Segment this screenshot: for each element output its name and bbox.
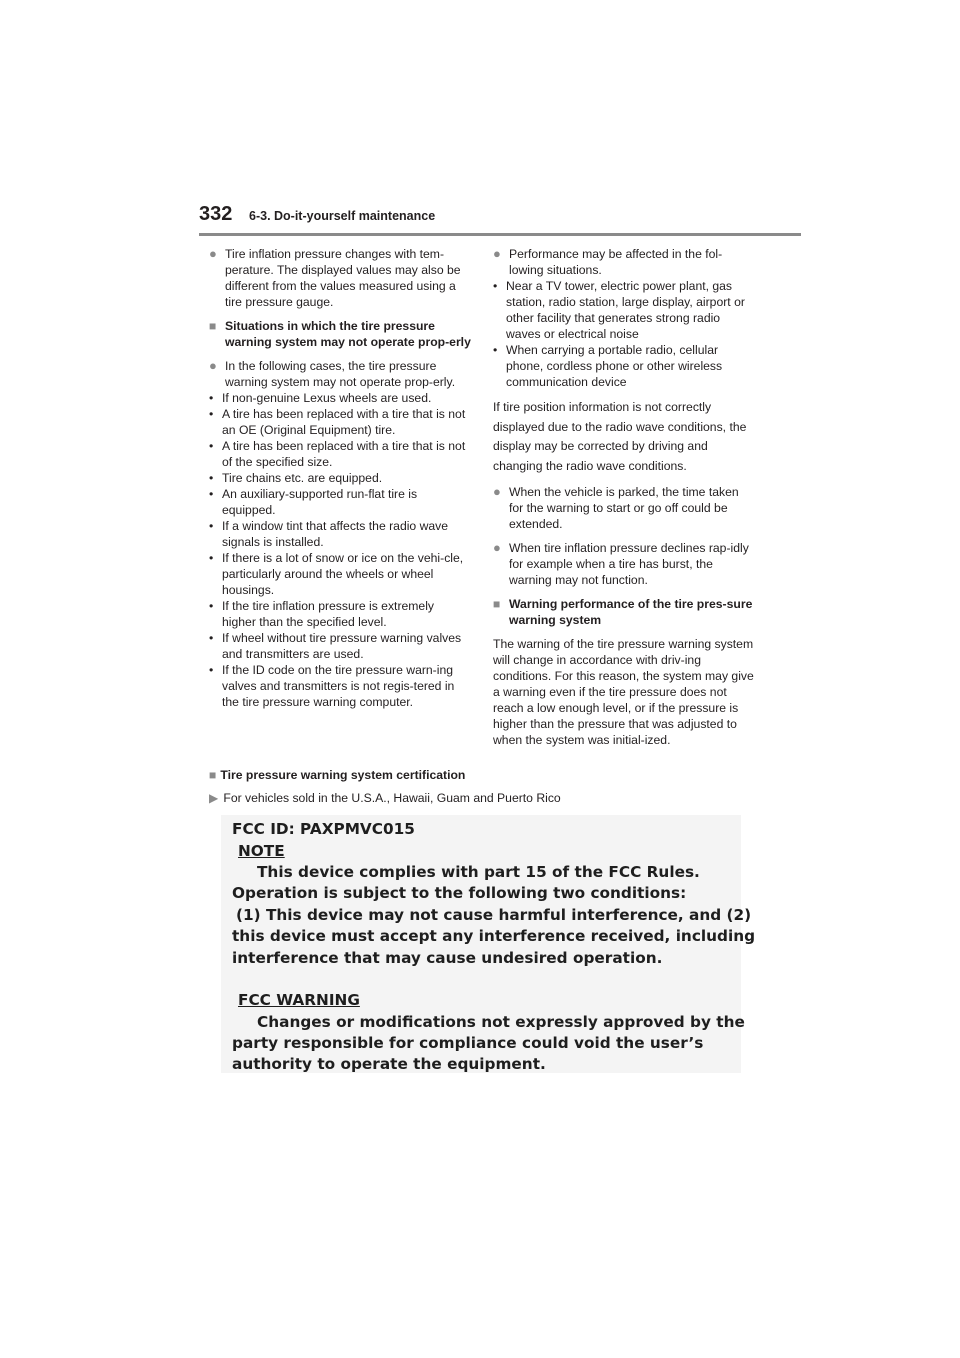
left-column <box>209 246 471 718</box>
subheading <box>493 596 755 628</box>
fcc-line: this device must accept any interference received, including <box>232 927 756 945</box>
bullet-text: When the vehicle is parked, the time taken for the warning to start or go off could be extended. <box>509 485 739 531</box>
list-item: • When carrying a portable radio, cellular phone, cordless phone or other wireless communication device <box>493 342 755 390</box>
list-item: • If there is a lot of snow or ice on the vehi-cle, particularly around the wheels or wheel housings. <box>209 550 471 598</box>
bullet-paragraph <box>209 246 471 310</box>
certification-sub-text: For vehicles sold in the U.S.A., Hawaii, Guam and Puerto Rico <box>223 791 561 805</box>
subheading-text: Warning performance of the tire pres-sure warning system <box>509 597 753 627</box>
list-item: • Near a TV tower, electric power plant, gas station, radio station, large display, airport or other facility that generates strong radio waves or electrical noise <box>493 278 755 342</box>
list-item: • A tire has been replaced with a tire that is not of the specified size. <box>209 438 471 470</box>
condition-list <box>209 390 471 710</box>
fcc-line: interference that may cause undesired operation. <box>232 949 663 967</box>
bullet-text: When tire inflation pressure declines rap-idly for example when a tire has burst, the warning may not function. <box>509 541 749 587</box>
situation-list <box>493 278 755 390</box>
list-item: • An auxiliary-supported run-flat tire is equipped. <box>209 486 471 518</box>
page-header <box>199 203 799 237</box>
fcc-notice-image <box>221 815 756 1073</box>
list-item: • If the tire inflation pressure is extremely higher than the specified level. <box>209 598 471 630</box>
fcc-line: (1) This device may not cause harmful interference, and (2) <box>236 906 752 924</box>
fcc-warning-line: authority to operate the equipment. <box>232 1055 546 1073</box>
list-item: • Tire chains etc. are equipped. <box>209 470 471 486</box>
certification-heading <box>209 768 465 782</box>
header-rule <box>199 233 801 236</box>
fcc-line: Operation is subject to the following two conditions: <box>232 884 687 902</box>
bullet-paragraph <box>209 358 471 710</box>
fcc-warning-line: party responsible for compliance could void the user’s <box>232 1034 704 1052</box>
page-number: 332 <box>199 203 233 225</box>
bullet-text: In the following cases, the tire pressure warning system may not operate prop-erly. <box>225 359 456 389</box>
paragraph: The warning of the tire pressure warning system will change in accordance with driv-ing conditions. For this reason, the system may give a warning even if the tire pressure does not reach a low enough level, or if the pressure is higher than the pressure that was adjusted to when the system was initial-ized. <box>493 637 754 747</box>
list-item: • If a window tint that affects the radio wave signals is installed. <box>209 518 471 550</box>
list-item: • If wheel without tire pressure warning valves and transmitters are used. <box>209 630 471 662</box>
fcc-line: This device complies with part 15 of the FCC Rules. <box>257 863 700 881</box>
square-bullet-icon: ■ <box>209 768 217 782</box>
list-item: • A tire has been replaced with a tire that is not an OE (Original Equipment) tire. <box>209 406 471 438</box>
bullet-paragraph <box>493 246 755 390</box>
circle-bullet-icon: ● <box>209 358 217 373</box>
certification-subheading <box>209 791 561 805</box>
list-item: • If non-genuine Lexus wheels are used. <box>209 390 471 406</box>
bullet-text: Tire inflation pressure changes with tem-perature. The displayed values may also be different from the values measured using a tire pressure gauge. <box>225 247 461 309</box>
circle-bullet-icon: ● <box>493 246 501 261</box>
circle-bullet-icon: ● <box>493 540 501 555</box>
paragraph: If tire position information is not correctly displayed due to the radio wave conditions, the display may be corrected by driving and changing the radio wave conditions. <box>493 400 747 473</box>
bullet-paragraph <box>493 540 755 588</box>
fcc-id: FCC ID: PAXPMVC015 <box>232 820 415 838</box>
list-item: • If the ID code on the tire pressure warn-ing valves and transmitters is not regis-tered in the tire pressure warning computer. <box>209 662 471 710</box>
triangle-arrow-icon: ▶ <box>209 791 219 805</box>
subheading <box>209 318 471 350</box>
circle-bullet-icon: ● <box>209 246 217 261</box>
right-column <box>493 246 755 754</box>
note-title: NOTE <box>238 842 285 860</box>
square-bullet-icon: ■ <box>493 597 501 611</box>
bullet-text: Performance may be affected in the fol-lowing situations. <box>509 247 723 277</box>
subheading-text: Situations in which the tire pressure warning system may not operate prop-erly <box>225 319 471 349</box>
warning-title: FCC WARNING <box>238 991 360 1009</box>
circle-bullet-icon: ● <box>493 484 501 499</box>
square-bullet-icon: ■ <box>209 319 217 333</box>
section-title: 6-3. Do-it-yourself maintenance <box>249 209 436 223</box>
bullet-paragraph <box>493 484 755 532</box>
certification-heading-text: Tire pressure warning system certification <box>220 768 466 782</box>
fcc-warning-line: Changes or modifications not expressly approved by the <box>257 1013 745 1031</box>
